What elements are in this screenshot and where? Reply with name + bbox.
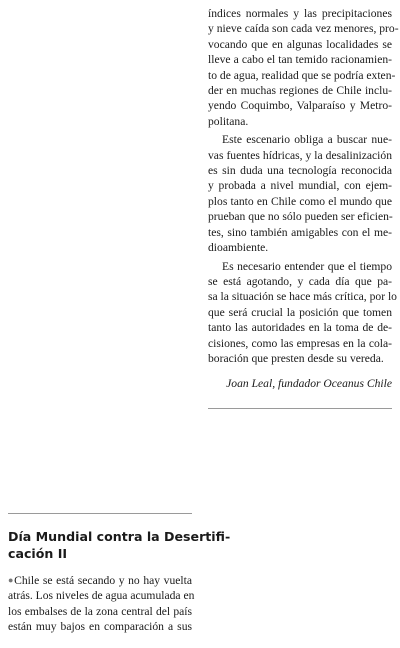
article-left-column [8, 528, 231, 638]
text-line: índices normales y las precipitaciones [208, 7, 392, 20]
headline-line: cación II [8, 546, 68, 561]
text-line: plos tanto en Chile como el mundo que [208, 194, 392, 208]
paragraph-3 [208, 259, 397, 367]
section-divider-rule [8, 513, 192, 514]
author-signature: Joan Leal, fundador Oceanus Chile [226, 377, 392, 391]
text-line: der en muchas regiones de Chile inclu- [208, 84, 392, 98]
text-line: que será crucial la posición que tomen [208, 305, 392, 319]
text-line: to de agua, realidad que se podría exten- [208, 68, 396, 82]
text-line: y nieve caída son cada vez menores, pro- [208, 22, 399, 36]
text-line: tes, sino también amigables con el me- [208, 225, 392, 239]
text-line: vas fuentes hídricas, y la desalinización [208, 148, 392, 162]
paragraph-1 [208, 6, 399, 129]
text-line: vocando que en algunas localidades se [208, 37, 392, 51]
article-lead [8, 573, 195, 635]
text-line: yendo Coquimbo, Valparaíso y Metro- [208, 99, 392, 113]
text-line: es sin duda una tecnología reconocida [208, 164, 392, 178]
lead-text: Chile se está secando y no hay vuelta [14, 574, 193, 587]
text-line [8, 573, 192, 588]
article-headline [8, 528, 231, 562]
paragraph-2 [208, 132, 392, 255]
text-line: Este escenario obliga a buscar nue- [222, 133, 392, 147]
headline-line: Día Mundial contra la Desertifi- [8, 529, 231, 544]
text-line: y probada a nivel mundial, con ejem- [208, 179, 392, 193]
text-line: cisiones, como las empresas en la cola- [208, 336, 392, 350]
text-line: sa la situación se hace más crítica, por lo [208, 290, 397, 304]
text-line: están muy bajos en comparación a sus [8, 620, 192, 634]
text-line: se está agotando, y cada día que pa- [208, 274, 392, 288]
text-line: Es necesario entender que el tiempo [222, 259, 392, 273]
text-line: tanto las autoridades en la toma de de- [208, 321, 392, 335]
text-line: atrás. Los niveles de agua acumulada en [8, 589, 195, 603]
bullet-icon: ● [8, 575, 15, 585]
article-right-column [208, 6, 399, 392]
text-line: politana. [208, 114, 249, 128]
text-line: boración que presten desde su vereda. [208, 351, 384, 365]
text-line: los embalses de la zona central del país [8, 604, 192, 618]
text-line: lleve a cabo el tan temido racionamien- [208, 53, 392, 67]
text-line: dioambiente. [208, 241, 269, 255]
text-line: prueban que no sólo pueden ser eficien- [208, 210, 393, 224]
column-divider-rule [208, 408, 392, 409]
